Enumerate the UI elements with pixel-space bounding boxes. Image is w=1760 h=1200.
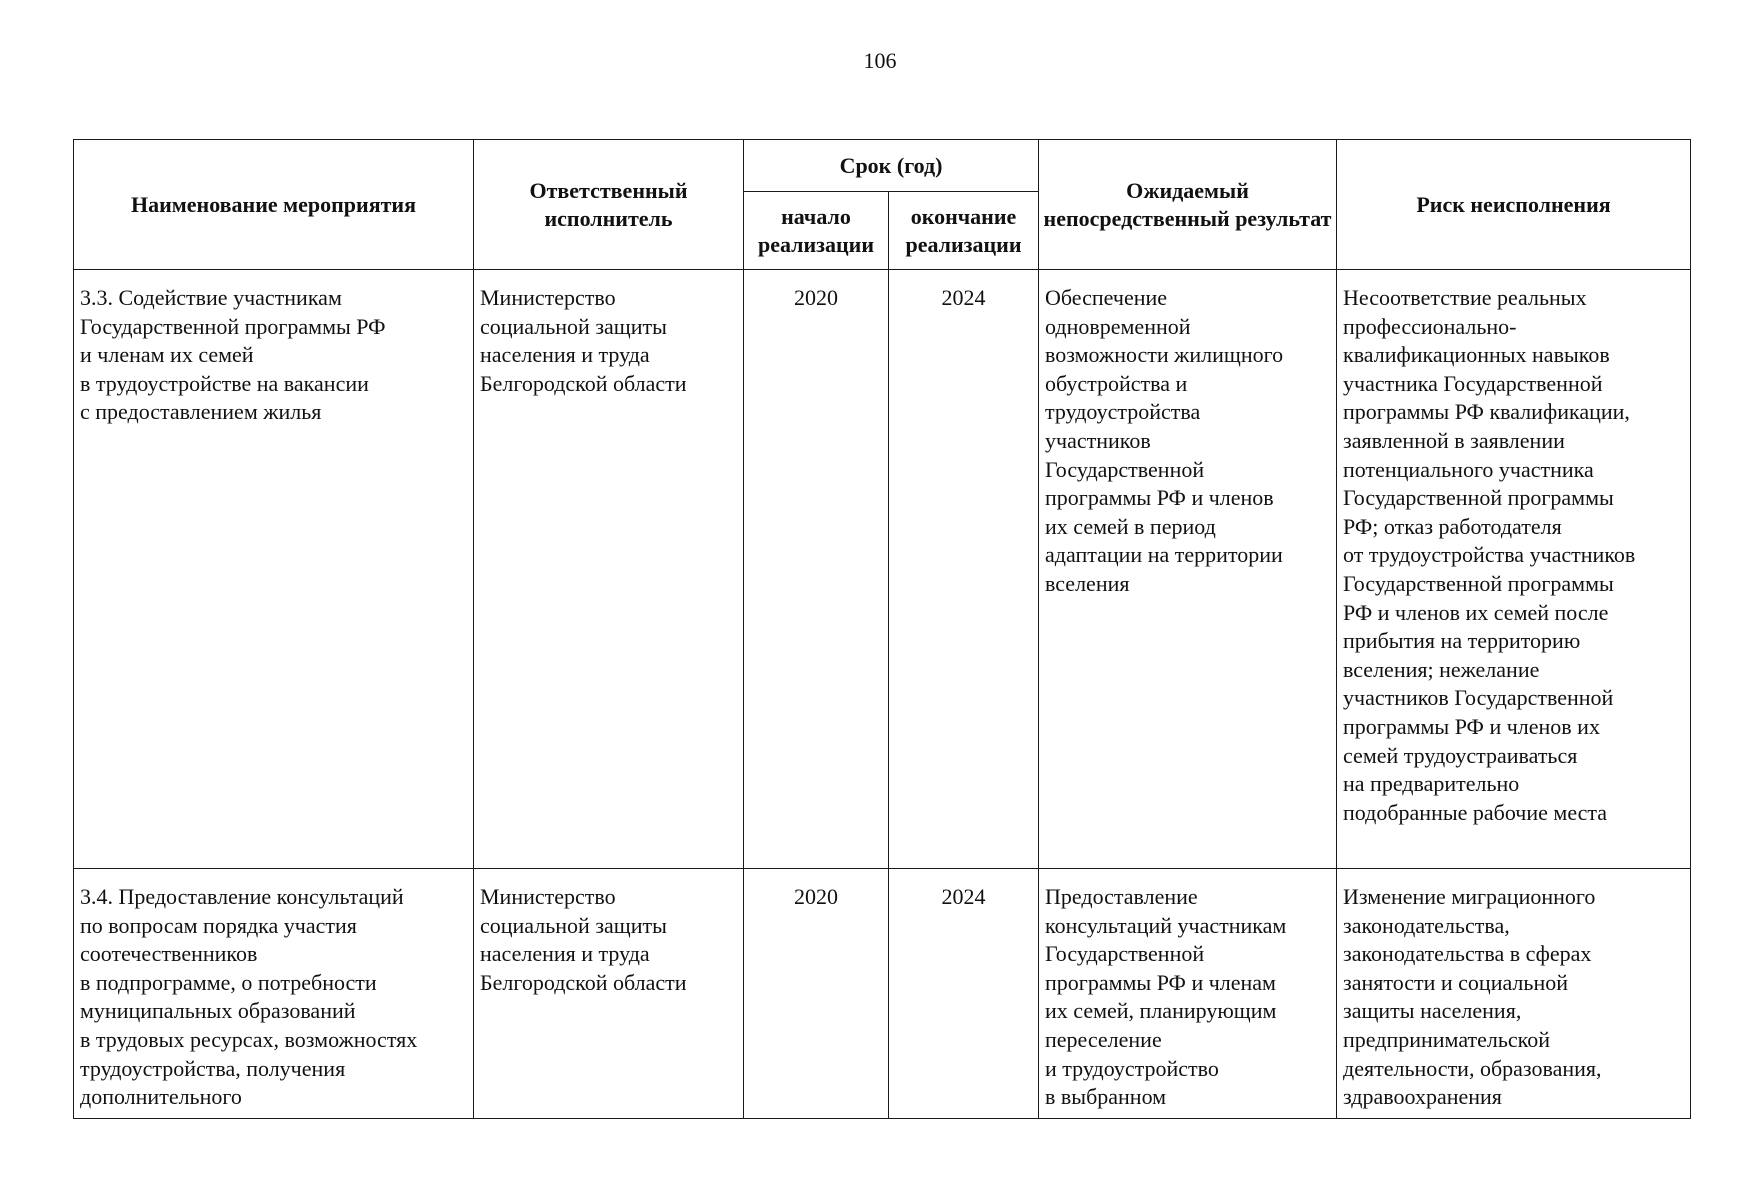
page-number: 106 <box>863 48 897 73</box>
header-risk: Риск неисполнения <box>1337 140 1691 270</box>
table-row <box>74 869 1691 1119</box>
responsible-cell: Министерство социальной защиты населения и труда Белгородской области <box>474 869 744 1119</box>
header-expected-result: Ожидаемый непосредственный результат <box>1039 140 1337 270</box>
end-year-cell: 2024 <box>889 869 1039 1119</box>
header-term-start: начало реализации <box>744 192 889 270</box>
header-event-name: Наименование мероприятия <box>74 140 474 270</box>
start-year-cell: 2020 <box>744 270 889 869</box>
header-term-group: Срок (год) <box>744 140 1039 192</box>
header-term-end: окончание реализации <box>889 192 1039 270</box>
expected-result-cell: Обеспечение одновременной возможности жилищного обустройства и трудоустройства участников Государственной программы РФ и членов их семей в период адаптации на территории вселения <box>1039 270 1337 869</box>
header-responsible: Ответственный исполнитель <box>474 140 744 270</box>
event-cell: 3.4. Предоставление консультаций по вопросам порядка участия соотечественников в подпрограмме, о потребности муниципальных образований в трудовых ресурсах, возможностях трудоустройства, получения дополнительного <box>74 869 474 1119</box>
table-row <box>74 270 1691 869</box>
end-year-cell: 2024 <box>889 270 1039 869</box>
start-year-cell: 2020 <box>744 869 889 1119</box>
activities-table <box>73 139 1691 1119</box>
risk-cell: Несоответствие реальных профессионально- квалификационных навыков участника Государственной программы РФ квалификации, заявленной в заявлении потенциального участника Государственной программы РФ; отказ работодателя от трудоустройства участников Государственной программы РФ и членов их семей после прибытия на территорию вселения; нежелание участников Государственной программы РФ и членов их семей трудоустраиваться на предварительно подобранные рабочие места <box>1337 270 1691 869</box>
responsible-cell: Министерство социальной защиты населения и труда Белгородской области <box>474 270 744 869</box>
expected-result-cell: Предоставление консультаций участникам Государственной программы РФ и членам их семей, планирующим переселение и трудоустройство в выбранном <box>1039 869 1337 1119</box>
event-cell: 3.3. Содействие участникам Государственной программы РФ и членам их семей в трудоустройстве на вакансии с предоставлением жилья <box>74 270 474 869</box>
risk-cell: Изменение миграционного законодательства, законодательства в сферах занятости и социальной защиты населения, предпринимательской деятельности, образования, здравоохранения <box>1337 869 1691 1119</box>
